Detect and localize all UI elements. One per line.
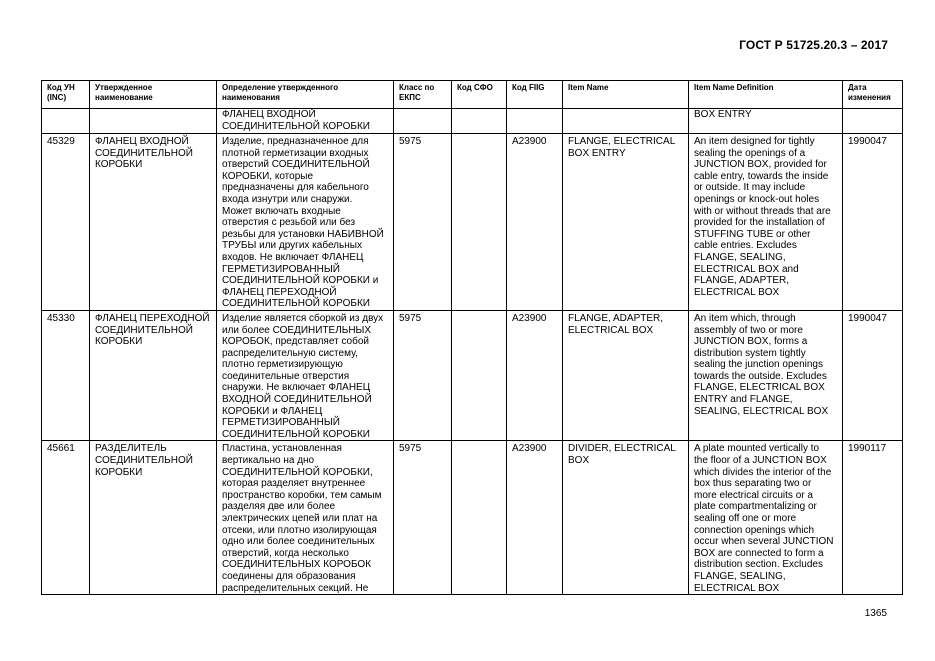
col-header-fiig-code: Код FIIG	[507, 81, 563, 109]
cell-sfo-code	[452, 109, 507, 134]
table-row	[42, 310, 903, 441]
cell-change-date: 1990047	[843, 310, 903, 441]
cell-definition: Изделие, предназначенное для плотной герметизации входных отверстий СОЕДИНИТЕЛЬНОЙ КОРОБКИ, которые предназначены для кабельного входа изнутри или снаружи. Может включать входные отверстия с резьбой или без резьбы для установки НАБИВНОЙ ТРУБЫ или других кабельных входов. Не включает ФЛАНЕЦ ГЕРМЕТИЗИРОВАННЫЙ СОЕДИНИТЕЛЬНОЙ КОРОБКИ и ФЛАНЕЦ ПЕРЕХОДНОЙ СОЕДИНИТЕЛЬНОЙ КОРОБКИ	[217, 134, 394, 311]
cell-ekps-class: 5975	[394, 134, 452, 311]
cell-item-name: DIVIDER, ELECTRICAL BOX	[563, 441, 689, 595]
cell-approved-name: ФЛАНЕЦ ПЕРЕХОДНОЙ СОЕДИНИТЕЛЬНОЙ КОРОБКИ	[90, 310, 217, 441]
col-header-change-date: Дата изменения	[843, 81, 903, 109]
cell-sfo-code	[452, 310, 507, 441]
col-header-item-definition: Item Name Definition	[689, 81, 843, 109]
cell-definition: Пластина, установленная вертикально на дно СОЕДИНИТЕЛЬНОЙ КОРОБКИ, которая разделяет внутреннее пространство коробки, тем самым разделяя две или более электрических цепей или плат на отсеки, или плотно изолирующая одно или более соединительных отверстий, когда несколько СОЕДИНИТЕЛЬНЫХ КОРОБОК соединены для образования распределительных секций. Не	[217, 441, 394, 595]
cell-item-definition: A plate mounted vertically to the floor of a JUNCTION BOX which divides the interior of the box thus separating two or more electrical circuits or a plate compartmentalizing or sealing off one or more connection openings which occur when several JUNCTION BOX are connected to form a distribution section. Excludes FLANGE, SEALING, ELECTRICAL BOX	[689, 441, 843, 595]
cell-item-definition: BOX ENTRY	[689, 109, 843, 134]
cell-approved-name: РАЗДЕЛИТЕЛЬ СОЕДИНИТЕЛЬНОЙ КОРОБКИ	[90, 441, 217, 595]
col-header-item-name: Item Name	[563, 81, 689, 109]
col-header-inc: Код УН (INC)	[42, 81, 90, 109]
cell-inc: 45329	[42, 134, 90, 311]
cell-fiig-code	[507, 109, 563, 134]
cell-inc	[42, 109, 90, 134]
cell-ekps-class: 5975	[394, 310, 452, 441]
cell-fiig-code: A23900	[507, 310, 563, 441]
table-row	[42, 109, 903, 134]
catalog-table	[41, 80, 903, 595]
col-header-ekps-class: Класс по ЕКПС	[394, 81, 452, 109]
col-header-sfo-code: Код СФО	[452, 81, 507, 109]
table-header-row	[42, 81, 903, 109]
cell-approved-name: ФЛАНЕЦ ВХОДНОЙ СОЕДИНИТЕЛЬНОЙ КОРОБКИ	[90, 134, 217, 311]
cell-fiig-code: A23900	[507, 441, 563, 595]
document-code: ГОСТ Р 51725.20.3 – 2017	[739, 38, 888, 52]
cell-ekps-class	[394, 109, 452, 134]
cell-change-date: 1990117	[843, 441, 903, 595]
cell-change-date	[843, 109, 903, 134]
cell-sfo-code	[452, 134, 507, 311]
cell-fiig-code: A23900	[507, 134, 563, 311]
cell-definition: ФЛАНЕЦ ВХОДНОЙ СОЕДИНИТЕЛЬНОЙ КОРОБКИ	[217, 109, 394, 134]
table-row	[42, 134, 903, 311]
page-number: 1365	[864, 608, 887, 619]
cell-ekps-class: 5975	[394, 441, 452, 595]
cell-item-name: FLANGE, ELECTRICAL BOX ENTRY	[563, 134, 689, 311]
col-header-definition: Определение утвержденного наименования	[217, 81, 394, 109]
cell-change-date: 1990047	[843, 134, 903, 311]
cell-inc: 45330	[42, 310, 90, 441]
cell-definition: Изделие является сборкой из двух или более СОЕДИНИТЕЛЬНЫХ КОРОБОК, представляет собой распределительную систему, плотно герметизирующую соединительные отверстия снаружи. Не включает ФЛАНЕЦ ВХОДНОЙ СОЕДИНИТЕЛЬНОЙ КОРОБКИ и ФЛАНЕЦ ГЕРМЕТИЗИРОВАННЫЙ СОЕДИНИТЕЛЬНОЙ КОРОБКИ	[217, 310, 394, 441]
cell-item-definition: An item which, through assembly of two or more JUNCTION BOX, forms a distribution system tightly sealing the junction openings towards the outside. Excludes FLANGE, ELECTRICAL BOX ENTRY and FLANGE, SEALING, ELECTRICAL BOX	[689, 310, 843, 441]
cell-item-definition: An item designed for tightly sealing the openings of a JUNCTION BOX, provided for cable entry, towards the inside or outside. It may include openings or knock-out holes with or without threads that are provided for the installation of STUFFING TUBE or other cable entries. Excludes FLANGE, SEALING, ELECTRICAL BOX and FLANGE, ADAPTER, ELECTRICAL BOX	[689, 134, 843, 311]
col-header-approved-name: Утвержденное наименование	[90, 81, 217, 109]
cell-sfo-code	[452, 441, 507, 595]
cell-item-name: FLANGE, ADAPTER, ELECTRICAL BOX	[563, 310, 689, 441]
table-row	[42, 441, 903, 595]
cell-item-name	[563, 109, 689, 134]
cell-approved-name	[90, 109, 217, 134]
cell-inc: 45661	[42, 441, 90, 595]
